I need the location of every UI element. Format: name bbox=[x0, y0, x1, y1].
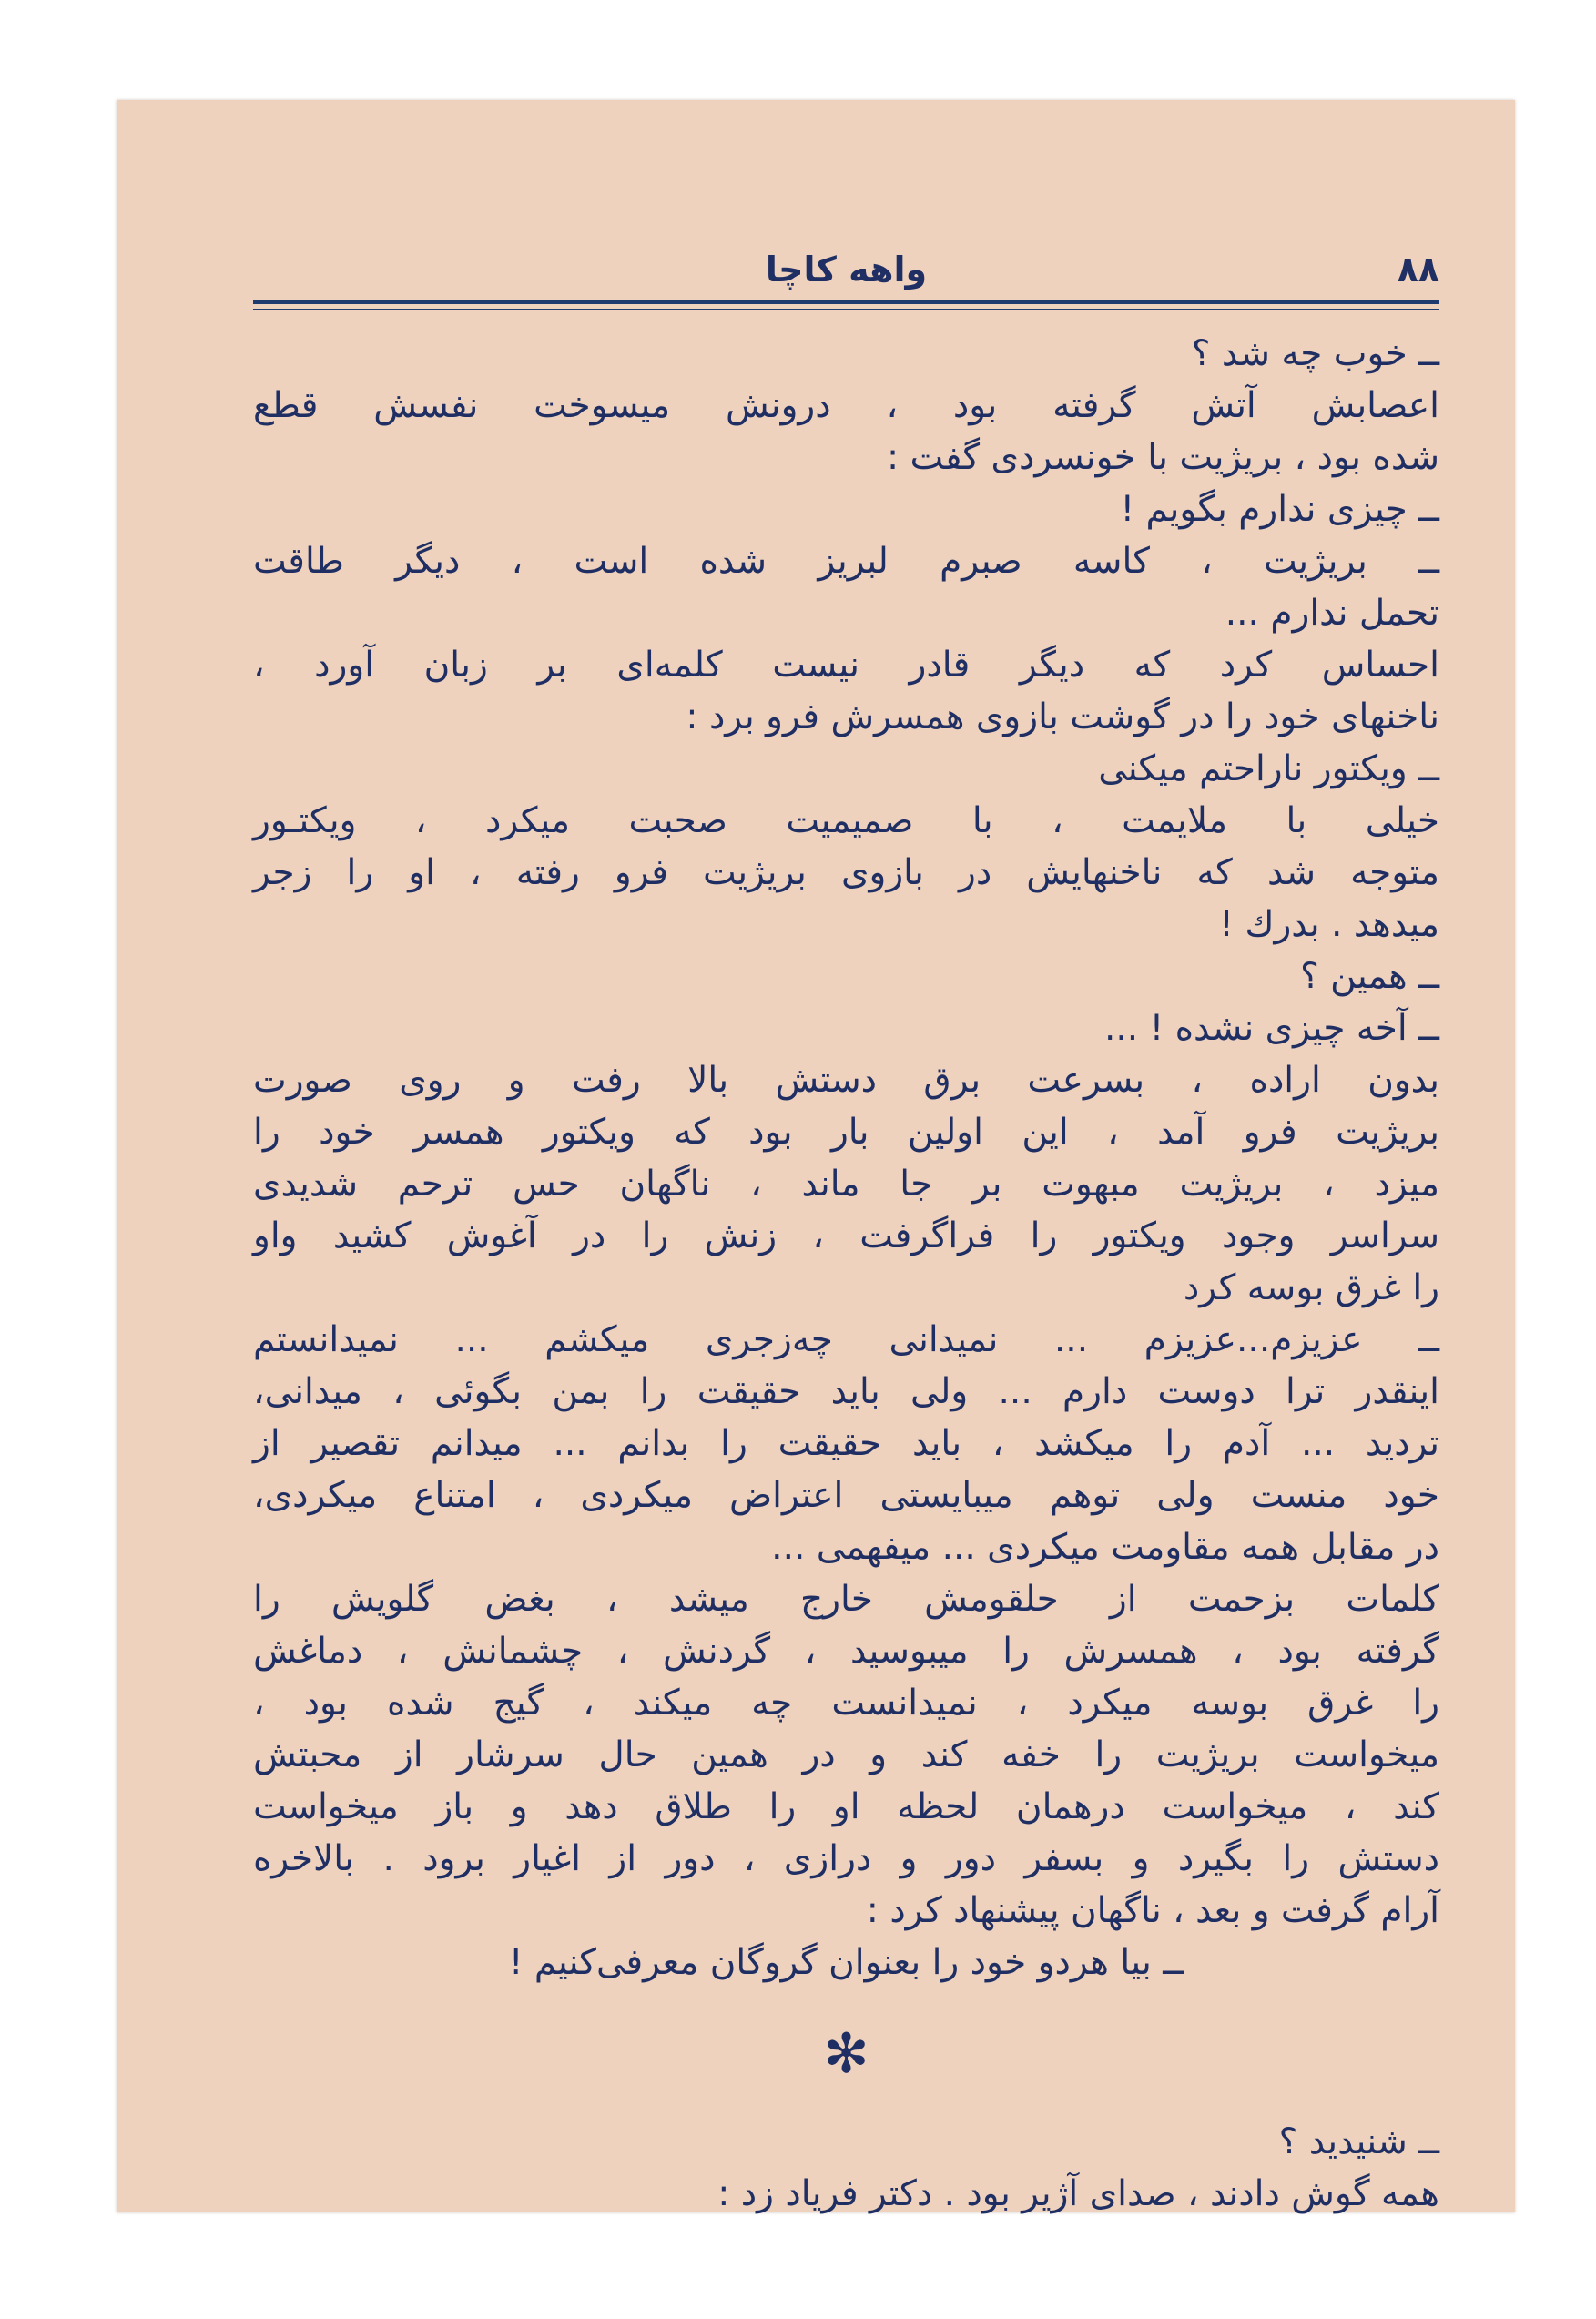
running-title: واهه کاچا bbox=[765, 249, 928, 290]
page-header bbox=[253, 244, 1439, 295]
text-line: ــ خوب چه شد ؟ bbox=[1191, 333, 1439, 374]
text-line: متوجه شد که ناخنهایش در بازوی بریژیت فرو رفته ، او را زجر bbox=[253, 852, 1439, 893]
text-line: شده بود ، بریژیت با خونسردی گفت : bbox=[887, 437, 1439, 478]
page-content bbox=[253, 244, 1439, 2220]
page-number: ۸۸ bbox=[1397, 249, 1439, 290]
text-line: ناخنهای خود را در گوشت بازوی همسرش فرو برد : bbox=[686, 697, 1439, 737]
text-line: گرفته بود ، همسرش را میبوسید ، گردنش ، چشمانش ، دماغش bbox=[253, 1631, 1439, 1672]
body-text bbox=[253, 328, 1439, 2220]
text-line: اعصابش آتش گرفته بود ، درونش میسوخت نفسش قطع bbox=[253, 385, 1439, 426]
text-line: همه گوش دادند ، صدای آژیر بود . دکتر فریاد زد : bbox=[717, 2173, 1439, 2214]
text-line: میدهد . بدرك ! bbox=[1219, 904, 1439, 945]
text-line: کلمات بزحمت از حلقومش خارج میشد ، بغض گلویش را bbox=[253, 1579, 1439, 1620]
text-line: بدون اراده ، بسرعت برق دستش بالا رفت و روی صورت bbox=[253, 1060, 1439, 1101]
text-line: آرام گرفت و بعد ، ناگهان پیشنهاد کرد : bbox=[866, 1890, 1439, 1931]
text-line: را غرق بوسه میکرد ، نمیدانست چه میکند ، گیج شده بود ، bbox=[253, 1683, 1439, 1724]
text-line: سراسر وجود ویکتور را فراگرفت ، زنش را در آغوش کشید واو bbox=[253, 1215, 1439, 1256]
text-block-2 bbox=[253, 2116, 1439, 2220]
text-line: تحمل ندارم ... bbox=[1225, 593, 1439, 634]
text-line: خود منست ولی توهم میبایستی اعتراض میکردی ، امتناع میکردی، bbox=[253, 1475, 1439, 1516]
text-line: ــ ویکتور ناراحتم میکنی bbox=[1098, 748, 1439, 789]
text-line: خیلی با ملایمت ، با صمیمیت صحبت میکرد ، ویکتـور bbox=[253, 800, 1439, 841]
text-line: بریژیت فرو آمد ، این اولین بار بود که ویکتور همسر خود را bbox=[253, 1112, 1439, 1153]
text-line: ــ بیا هردو خود را بعنوان گروگان معرفی‌کنیم ! bbox=[508, 1942, 1184, 1983]
text-block-1 bbox=[253, 328, 1439, 1988]
text-line: ــ چیزی ندارم بگویم ! bbox=[1120, 489, 1439, 530]
text-line: میزد ، بریژیت مبهوت بر جا ماند ، ناگهان حس ترحم شدیدی bbox=[253, 1164, 1439, 1205]
text-line: ــ عزیزم...عزیزم ... نمیدانی چه‌زجری میکشم ... نمیدانستم bbox=[253, 1319, 1439, 1360]
text-line: احساس کرد که دیگر قادر نیست کلمه‌ای بر زبان آورد ، bbox=[253, 645, 1439, 686]
text-line: را غرق بوسه کرد bbox=[1183, 1267, 1439, 1308]
text-line: دستش را بگیرد و بسفر دور و درازی ، دور از اغیار برود . بالاخره bbox=[253, 1838, 1439, 1879]
text-line: کند ، میخواست درهمان لحظه او را طلاق دهد و باز میخواست bbox=[253, 1786, 1439, 1827]
text-line: تردید ... آدم را میکشد ، باید حقیقت را بدانم ... میدانم تقصیر از bbox=[253, 1423, 1439, 1464]
header-rule bbox=[253, 300, 1439, 310]
section-break-asterisk: ✻ bbox=[823, 2022, 869, 2086]
book-page bbox=[117, 100, 1515, 2212]
text-line: میخواست بریژیت را خفه کند و در همین حال سرشار از محبتش bbox=[253, 1734, 1439, 1775]
text-line: در مقابل همه مقاومت میکردی ... میفهمی ... bbox=[771, 1527, 1439, 1568]
text-line: ــ بریژیت ، کاسه صبرم لبریز شده است ، دیگر طاقت bbox=[253, 541, 1439, 582]
text-line: ــ آخه چیزی نشده ! ... bbox=[1104, 1008, 1439, 1049]
text-line: ــ همین ؟ bbox=[1300, 956, 1439, 997]
text-line: ــ شنیدید ؟ bbox=[1278, 2121, 1439, 2162]
text-line: اینقدر ترا دوست دارم ... ولی باید حقیقت را بمن بگوئی ، میدانی، bbox=[253, 1371, 1439, 1412]
